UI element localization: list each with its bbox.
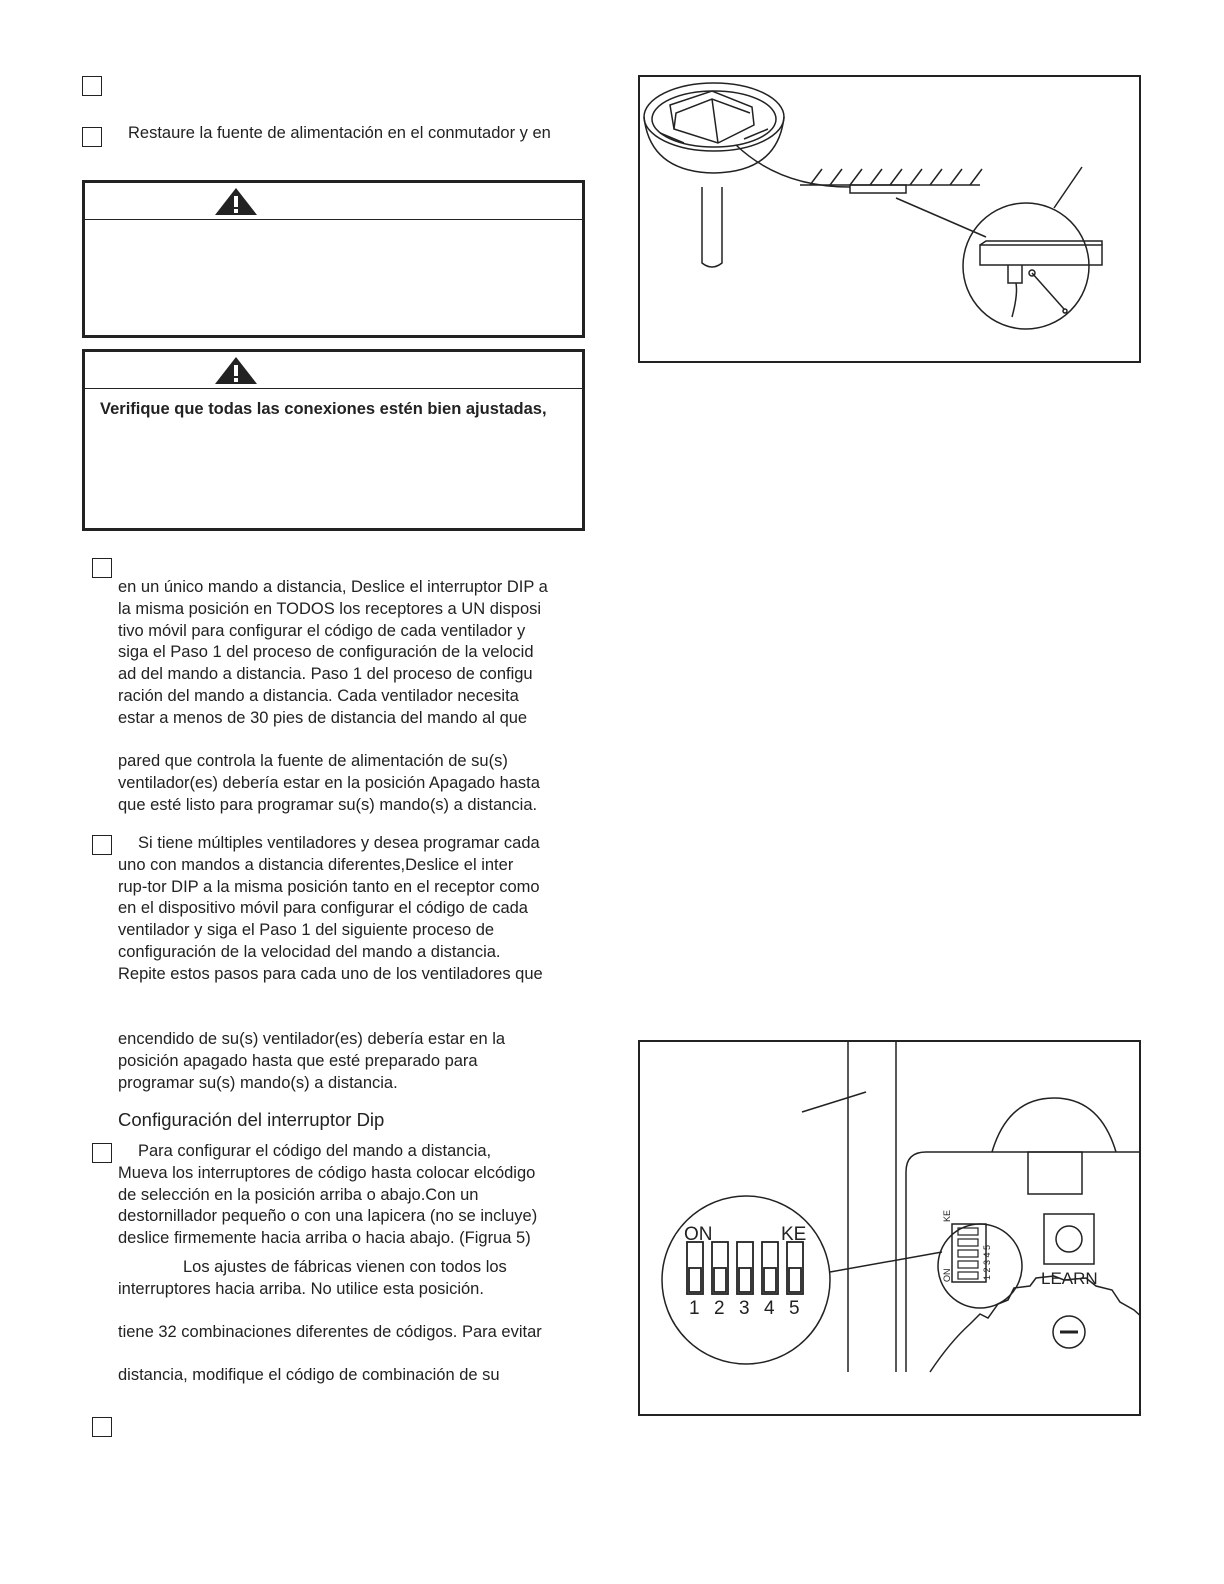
warning-triangle-icon — [213, 355, 259, 385]
text-line: configuración de la velocidad del mando a distancia. — [118, 942, 501, 961]
step-checkbox-6[interactable] — [92, 1417, 112, 1437]
text-line: en un único mando a distancia, Deslice el interruptor DIP a — [118, 578, 548, 596]
small-on-label: ON — [942, 1268, 952, 1282]
figure-canopy-antenna — [638, 75, 1141, 363]
text-line: deslice firmemente hacia arriba o hacia abajo. (Figrua 5) — [118, 1229, 531, 1248]
text-line: Si tiene múltiples ventiladores y desea programar cada — [138, 834, 540, 852]
single-remote-note — [118, 751, 540, 816]
step-checkbox-1[interactable] — [82, 76, 102, 96]
text-line: rup-tor DIP a la misma posición tanto en el receptor como — [118, 877, 540, 896]
text-line: tivo móvil para configurar el código de cada ventilador y — [118, 621, 526, 640]
zoom-ke-label: KE — [781, 1224, 807, 1245]
text-line: uno con mandos a distancia diferentes,Deslice el inter — [118, 855, 514, 874]
modify-code-text: distancia, modifique el código de combinación de su — [118, 1366, 500, 1384]
multiple-remotes-note — [118, 1029, 505, 1094]
zoom-number-3: 3 — [739, 1298, 750, 1319]
dip-switch-illustration — [640, 1042, 1141, 1416]
zoom-number-5: 5 — [789, 1298, 800, 1319]
text-line: pared que controla la fuente de alimentación de su(s) — [118, 752, 508, 770]
step-checkbox-5[interactable] — [92, 1143, 112, 1163]
dip-section-heading: Configuración del interruptor Dip — [118, 1109, 385, 1130]
small-ke-label: KE — [942, 1209, 952, 1222]
factory-settings-note — [118, 1257, 507, 1301]
single-remote-paragraph — [118, 577, 548, 730]
text-line: que esté listo para programar su(s) mando(s) a distancia. — [118, 795, 538, 814]
warning-header-1 — [85, 183, 582, 220]
small-numbers: 1 2 3 4 5 — [982, 1244, 992, 1280]
text-line: ventilador y siga el Paso 1 del siguiente proceso de — [118, 921, 495, 940]
text-line: encendido de su(s) ventilador(es) debería estar en la — [118, 1030, 506, 1048]
zoom-on-label: ON — [684, 1224, 713, 1245]
learn-label: LEARN — [1041, 1269, 1098, 1288]
text-line: programar su(s) mando(s) a distancia. — [118, 1073, 398, 1092]
text-line: posición apagado hasta que esté preparado para — [118, 1051, 478, 1070]
zoom-number-1: 1 — [689, 1298, 700, 1319]
text-line: Repite estos pasos para cada uno de los ventiladores que — [118, 964, 543, 983]
text-line: Para configurar el código del mando a distancia, — [138, 1142, 492, 1160]
caution-text: Verifique que todas las conexiones estén bien ajustadas, — [100, 400, 547, 418]
step-checkbox-2[interactable] — [82, 127, 102, 147]
combinations-text: tiene 32 combinaciones diferentes de códigos. Para evitar — [118, 1323, 542, 1341]
text-line: ventilador(es) debería estar en la posición Apagado hasta — [118, 773, 540, 792]
warning-box-2 — [82, 349, 585, 531]
step-checkbox-3[interactable] — [92, 558, 112, 578]
text-line: ración del mando a distancia. Cada ventilador necesita — [118, 686, 519, 705]
text-line: estar a menos de 30 pies de distancia del mando al que — [118, 708, 528, 727]
figure-dip-switch — [638, 1040, 1141, 1416]
text-line: en el dispositivo móvil para configurar el código de cada — [118, 899, 528, 918]
step-checkbox-4[interactable] — [92, 835, 112, 855]
text-line: la misma posición en TODOS los receptores a UN disposi — [118, 599, 542, 618]
warning-box-1 — [82, 180, 585, 338]
multiple-remotes-paragraph — [118, 833, 543, 986]
text-line: interruptores hacia arriba. No utilice esta posición. — [118, 1279, 484, 1298]
text-line: Mueva los interruptores de código hasta colocar elcódigo — [118, 1163, 536, 1182]
warning-header-2 — [85, 352, 582, 389]
text-line: siga el Paso 1 del proceso de configuración de la velocid — [118, 643, 534, 662]
zoom-number-4: 4 — [764, 1298, 775, 1319]
text-line: de selección en la posición arriba o abajo.Con un — [118, 1185, 479, 1204]
dip-instructions-paragraph — [118, 1141, 537, 1250]
text-line: ad del mando a distancia. Paso 1 del proceso de configu — [118, 665, 533, 684]
zoom-number-2: 2 — [714, 1298, 725, 1319]
restore-power-text: Restaure la fuente de alimentación en el conmutador y en — [128, 124, 551, 142]
canopy-antenna-illustration — [640, 77, 1141, 363]
text-line: destornillador pequeño o con una lapicera (no se incluye) — [118, 1207, 538, 1226]
warning-triangle-icon — [213, 186, 259, 216]
text-line: Los ajustes de fábricas vienen con todos los — [183, 1258, 507, 1276]
